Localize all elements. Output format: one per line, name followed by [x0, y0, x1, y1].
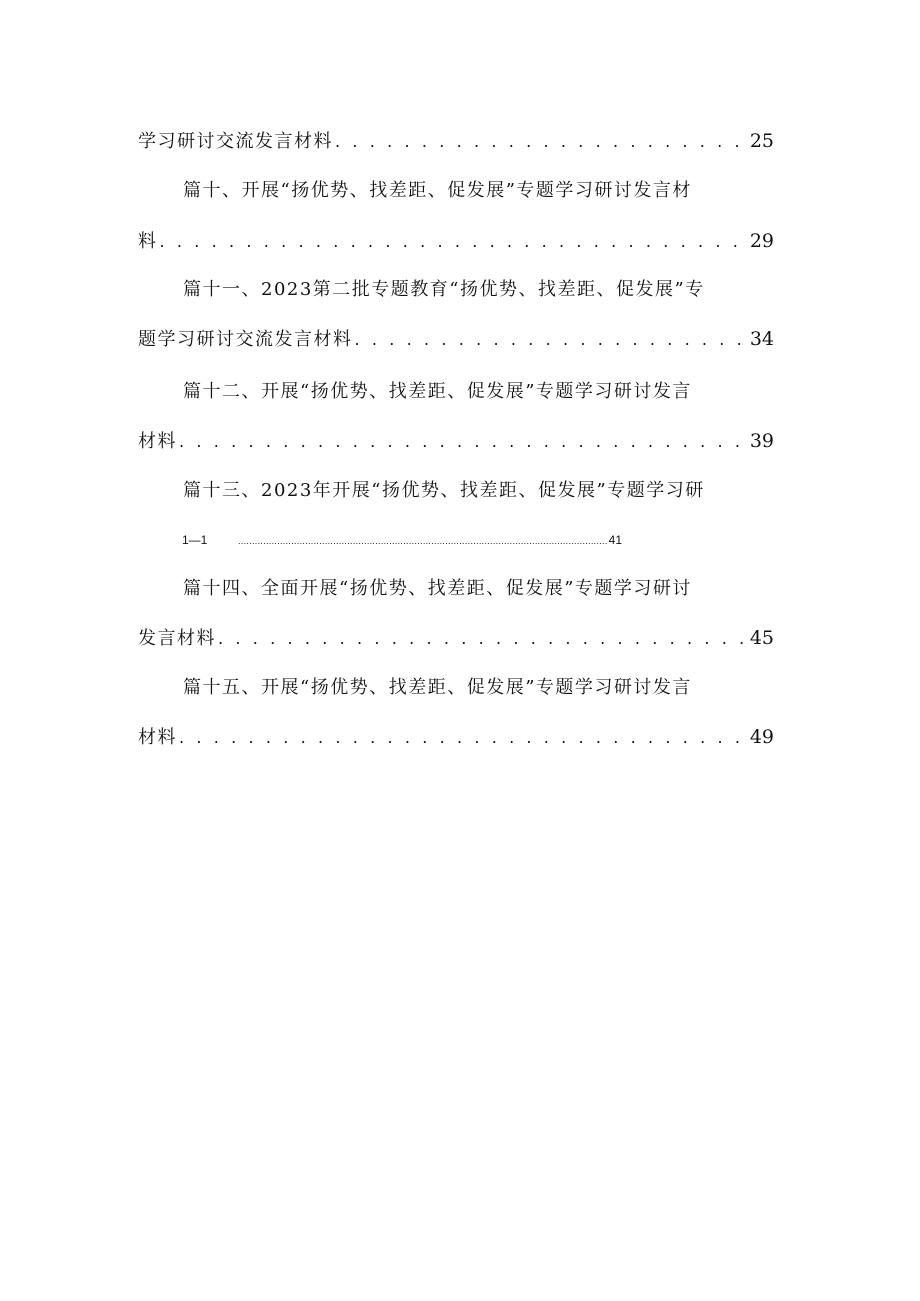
toc-dot-leader [355, 326, 746, 354]
toc-entry-text: 题学习研讨交流发言材料 [138, 329, 353, 350]
toc-entry-text: 篇十四、全面开展“扬优势、找差距、促发展”专题学习研讨 [183, 578, 692, 599]
toc-entry-text: 材料 [138, 431, 177, 452]
toc-entry-text: 篇十、开展“扬优势、找差距、促发展”专题学习研讨发言材 [183, 180, 692, 201]
toc-page-number: 41 [608, 533, 622, 547]
toc-page-number: 29 [749, 230, 774, 252]
toc-page-number: 39 [749, 430, 774, 452]
toc-entry-text: 料 [138, 231, 158, 252]
toc-entry-text: 材料 [138, 727, 177, 748]
toc-entry-heading[interactable] [183, 674, 743, 702]
toc-entry-text: 篇十一、2023第二批专题教育“扬优势、找差距、促发展”专 [183, 279, 705, 300]
toc-entry-continuation[interactable] [138, 624, 774, 652]
toc-entry-text: 篇十二、开展“扬优势、找差距、促发展”专题学习研讨发言 [183, 381, 692, 402]
toc-dot-leader [160, 228, 746, 256]
toc-entry-continuation[interactable] [138, 723, 774, 751]
toc-entry-text: 发言材料 [138, 628, 216, 649]
toc-dot-leader [335, 128, 746, 156]
toc-entry-continuation[interactable] [138, 127, 774, 155]
toc-page-number: 49 [749, 726, 774, 748]
toc-entry-text: 学习研讨交流发言材料 [138, 131, 333, 152]
toc-entry-text: 1—1 [182, 533, 208, 547]
toc-page-number: 25 [749, 130, 774, 152]
toc-entry-text: 篇十五、开展“扬优势、找差距、促发展”专题学习研讨发言 [183, 677, 692, 698]
toc-entry-heading[interactable] [183, 177, 743, 205]
toc-entry-heading[interactable] [183, 276, 743, 304]
toc-entry-text: 篇十三、2023年开展“扬优势、找差距、促发展”专题学习研 [183, 480, 705, 501]
toc-entry-continuation[interactable] [138, 227, 774, 255]
toc-entry-heading[interactable] [183, 378, 743, 406]
toc-dot-leader [238, 531, 608, 551]
toc-entry-continuation[interactable] [138, 427, 774, 455]
toc-page-number: 34 [749, 328, 774, 350]
toc-page-number: 45 [749, 627, 774, 649]
toc-dot-leader [218, 625, 746, 653]
toc-entry-heading[interactable] [183, 575, 743, 603]
toc-entry-continuation[interactable] [182, 530, 622, 550]
toc-dot-leader [179, 724, 746, 752]
toc-entry-heading[interactable] [183, 477, 743, 505]
toc-entry-continuation[interactable] [138, 325, 774, 353]
toc-dot-leader [179, 428, 746, 456]
